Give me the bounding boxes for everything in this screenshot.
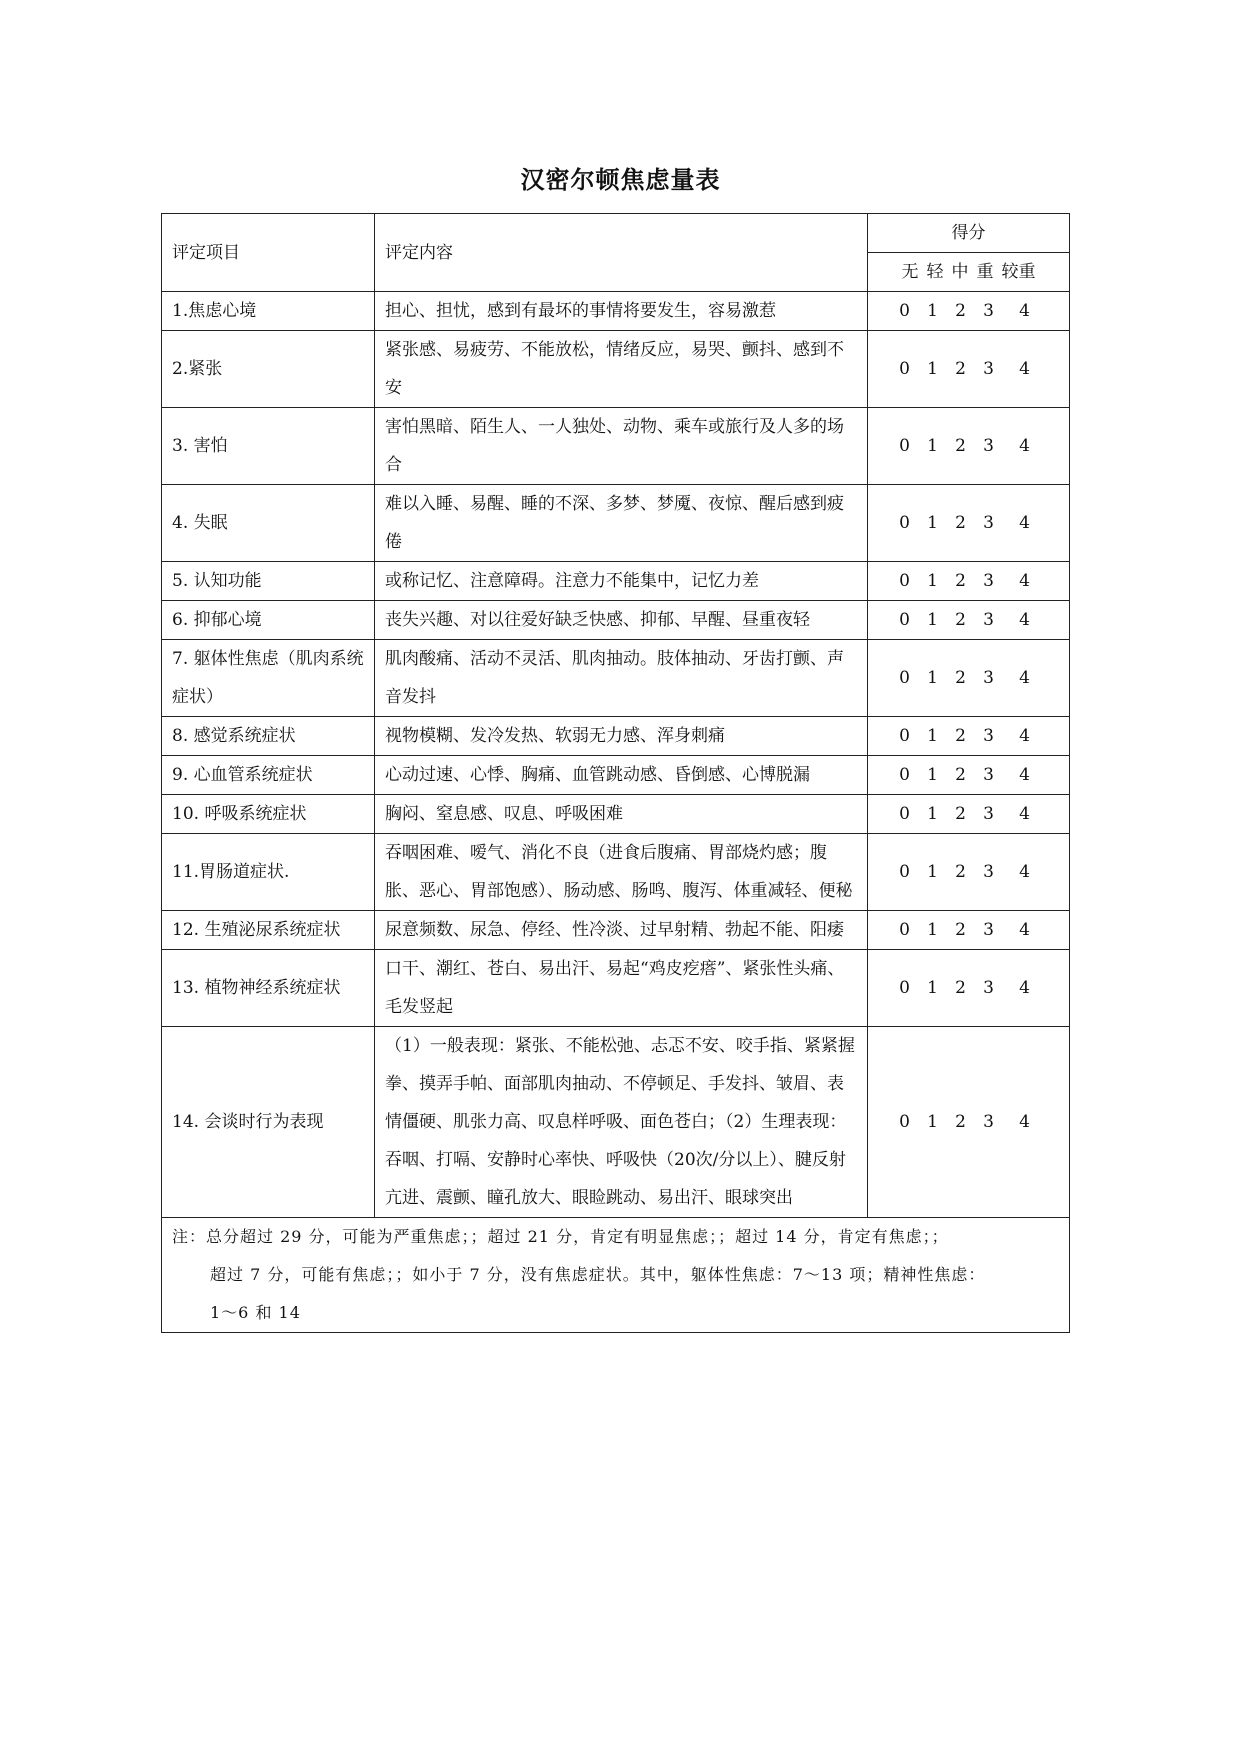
content-cell: 丧失兴趣、对以往爱好缺乏快感、抑郁、早醒、昼重夜轻 [375, 601, 868, 640]
content-cell: 担心、担忧，感到有最坏的事情将要发生，容易激惹 [375, 292, 868, 331]
item-cell: 2.紧张 [162, 331, 375, 408]
score-option: 3 [983, 571, 994, 591]
item-cell: 7. 躯体性焦虑（肌肉系统症状） [162, 640, 375, 717]
score-option: 4 [1019, 610, 1030, 630]
score-option: 2 [955, 668, 966, 688]
score-option: 4 [1019, 359, 1030, 379]
note-line-2: 超过 7 分，可能有焦虑；；如小于 7 分，没有焦虑症状。其中，躯体性焦虑：7～13 项；精神性焦虑： [210, 1265, 986, 1284]
score-cell [868, 485, 1070, 562]
score-option: 4 [1019, 920, 1030, 940]
item-cell: 8. 感觉系统症状 [162, 717, 375, 756]
score-option: 2 [955, 513, 966, 533]
score-option: 3 [983, 978, 994, 998]
score-option: 2 [955, 571, 966, 591]
table-row [162, 795, 1070, 834]
score-cell [868, 292, 1070, 331]
score-option: 2 [955, 978, 966, 998]
table-row [162, 562, 1070, 601]
score-option: 1 [927, 436, 938, 456]
item-cell: 12. 生殖泌尿系统症状 [162, 911, 375, 950]
level-label: 轻 [926, 262, 944, 282]
score-option: 2 [955, 301, 966, 321]
score-option: 3 [983, 920, 994, 940]
score-cell [868, 640, 1070, 717]
score-option: 2 [955, 610, 966, 630]
header-item: 评定项目 [162, 214, 375, 292]
score-option: 2 [955, 359, 966, 379]
score-cell [868, 601, 1070, 640]
note-row [162, 1218, 1070, 1333]
content-cell: 紧张感、易疲劳、不能放松，情绪反应，易哭、颤抖、感到不安 [375, 331, 868, 408]
score-option: 2 [955, 920, 966, 940]
score-option: 1 [927, 862, 938, 882]
score-option: 0 [899, 668, 910, 688]
note-line-3: 1～6 和 14 [210, 1303, 301, 1322]
score-option: 3 [983, 862, 994, 882]
score-option: 1 [927, 1112, 938, 1132]
header-row [162, 214, 1070, 253]
header-levels [868, 253, 1070, 292]
score-cell [868, 756, 1070, 795]
score-option: 3 [983, 804, 994, 824]
score-option: 2 [955, 862, 966, 882]
score-option: 0 [899, 765, 910, 785]
table-row [162, 640, 1070, 717]
item-cell: 4. 失眠 [162, 485, 375, 562]
content-cell: 难以入睡、易醒、睡的不深、多梦、梦魇、夜惊、醒后感到疲倦 [375, 485, 868, 562]
level-label: 重 [976, 262, 994, 282]
score-option: 0 [899, 513, 910, 533]
item-cell: 9. 心血管系统症状 [162, 756, 375, 795]
content-cell: 心动过速、心悸、胸痛、血管跳动感、昏倒感、心博脱漏 [375, 756, 868, 795]
content-cell: 肌肉酸痛、活动不灵活、肌肉抽动。肢体抽动、牙齿打颤、声音发抖 [375, 640, 868, 717]
item-cell: 3. 害怕 [162, 408, 375, 485]
table-row [162, 292, 1070, 331]
score-option: 0 [899, 301, 910, 321]
item-cell: 13. 植物神经系统症状 [162, 950, 375, 1027]
score-cell [868, 1027, 1070, 1218]
score-option: 1 [927, 920, 938, 940]
score-cell [868, 717, 1070, 756]
score-option: 2 [955, 804, 966, 824]
score-option: 0 [899, 862, 910, 882]
score-cell [868, 331, 1070, 408]
content-cell: 尿意频数、尿急、停经、性冷淡、过早射精、勃起不能、阳痿 [375, 911, 868, 950]
score-option: 3 [983, 359, 994, 379]
item-cell: 11.胃肠道症状. [162, 834, 375, 911]
score-option: 3 [983, 1112, 994, 1132]
score-cell [868, 795, 1070, 834]
score-option: 1 [927, 301, 938, 321]
score-option: 1 [927, 726, 938, 746]
score-option: 4 [1019, 862, 1030, 882]
score-option: 4 [1019, 804, 1030, 824]
rows-body [162, 292, 1070, 1218]
score-option: 4 [1019, 978, 1030, 998]
score-option: 0 [899, 359, 910, 379]
score-option: 4 [1019, 571, 1030, 591]
score-cell [868, 408, 1070, 485]
score-option: 1 [927, 668, 938, 688]
item-cell: 1.焦虑心境 [162, 292, 375, 331]
table-row [162, 834, 1070, 911]
score-option: 0 [899, 571, 910, 591]
item-cell: 5. 认知功能 [162, 562, 375, 601]
score-option: 0 [899, 1112, 910, 1132]
score-option: 3 [983, 513, 994, 533]
table-row [162, 756, 1070, 795]
table-row [162, 717, 1070, 756]
score-option: 2 [955, 726, 966, 746]
score-cell [868, 834, 1070, 911]
score-cell [868, 950, 1070, 1027]
table-row [162, 601, 1070, 640]
score-option: 0 [899, 726, 910, 746]
table-row [162, 485, 1070, 562]
score-option: 3 [983, 436, 994, 456]
score-option: 1 [927, 610, 938, 630]
score-option: 2 [955, 765, 966, 785]
score-option: 2 [955, 1112, 966, 1132]
score-option: 4 [1019, 1112, 1030, 1132]
scoring-note [162, 1218, 1070, 1333]
score-option: 0 [899, 920, 910, 940]
score-option: 1 [927, 804, 938, 824]
content-cell: 或称记忆、注意障碍。注意力不能集中，记忆力差 [375, 562, 868, 601]
score-option: 1 [927, 765, 938, 785]
table-row [162, 331, 1070, 408]
note-line-1: 注：总分超过 29 分，可能为严重焦虑；；超过 21 分，肯定有明显焦虑；；超过 14 分，肯定有焦虑；； [172, 1227, 949, 1246]
level-label: 无 [901, 262, 919, 282]
score-option: 1 [927, 571, 938, 591]
item-cell: 10. 呼吸系统症状 [162, 795, 375, 834]
score-option: 3 [983, 726, 994, 746]
score-option: 3 [983, 765, 994, 785]
header-score: 得分 [868, 214, 1070, 253]
score-option: 3 [983, 668, 994, 688]
score-option: 4 [1019, 513, 1030, 533]
table-row [162, 911, 1070, 950]
table-row [162, 950, 1070, 1027]
level-label: 中 [951, 262, 969, 282]
score-cell [868, 562, 1070, 601]
score-option: 4 [1019, 765, 1030, 785]
content-cell: 胸闷、窒息感、叹息、呼吸困难 [375, 795, 868, 834]
content-cell: （1）一般表现：紧张、不能松弛、忐忑不安、咬手指、紧紧握拳、摸弄手帕、面部肌肉抽动、不停顿足、手发抖、皱眉、表情僵硬、肌张力高、叹息样呼吸、面色苍白；（2）生理表现：吞咽、打嗝、安静时心率快、呼吸快（20次/分以上）、腱反射亢进、震颤、瞳孔放大、眼睑跳动、易出汗、眼球突出 [375, 1027, 868, 1218]
item-cell: 6. 抑郁心境 [162, 601, 375, 640]
table-row [162, 408, 1070, 485]
content-cell: 吞咽困难、嗳气、消化不良（进食后腹痛、胃部烧灼感；腹胀、恶心、胃部饱感）、肠动感、肠鸣、腹泻、体重减轻、便秘 [375, 834, 868, 911]
score-option: 1 [927, 513, 938, 533]
score-option: 0 [899, 978, 910, 998]
score-option: 0 [899, 610, 910, 630]
score-option: 0 [899, 436, 910, 456]
score-cell [868, 911, 1070, 950]
score-option: 4 [1019, 726, 1030, 746]
table-row [162, 1027, 1070, 1218]
item-cell: 14. 会谈时行为表现 [162, 1027, 375, 1218]
score-option: 1 [927, 359, 938, 379]
content-cell: 视物模糊、发冷发热、软弱无力感、浑身刺痛 [375, 717, 868, 756]
score-option: 4 [1019, 668, 1030, 688]
score-option: 2 [955, 436, 966, 456]
content-cell: 口干、潮红、苍白、易出汗、易起“鸡皮疙瘩”、紧张性头痛、毛发竖起 [375, 950, 868, 1027]
score-option: 4 [1019, 301, 1030, 321]
score-option: 3 [983, 610, 994, 630]
score-option: 0 [899, 804, 910, 824]
score-option: 4 [1019, 436, 1030, 456]
score-option: 3 [983, 301, 994, 321]
level-label: 较重 [1001, 262, 1036, 282]
page-title: 汉密尔顿焦虑量表 [520, 166, 721, 194]
header-content: 评定内容 [375, 214, 868, 292]
content-cell: 害怕黑暗、陌生人、一人独处、动物、乘车或旅行及人多的场合 [375, 408, 868, 485]
score-option: 1 [927, 978, 938, 998]
rating-table [161, 213, 1070, 1333]
